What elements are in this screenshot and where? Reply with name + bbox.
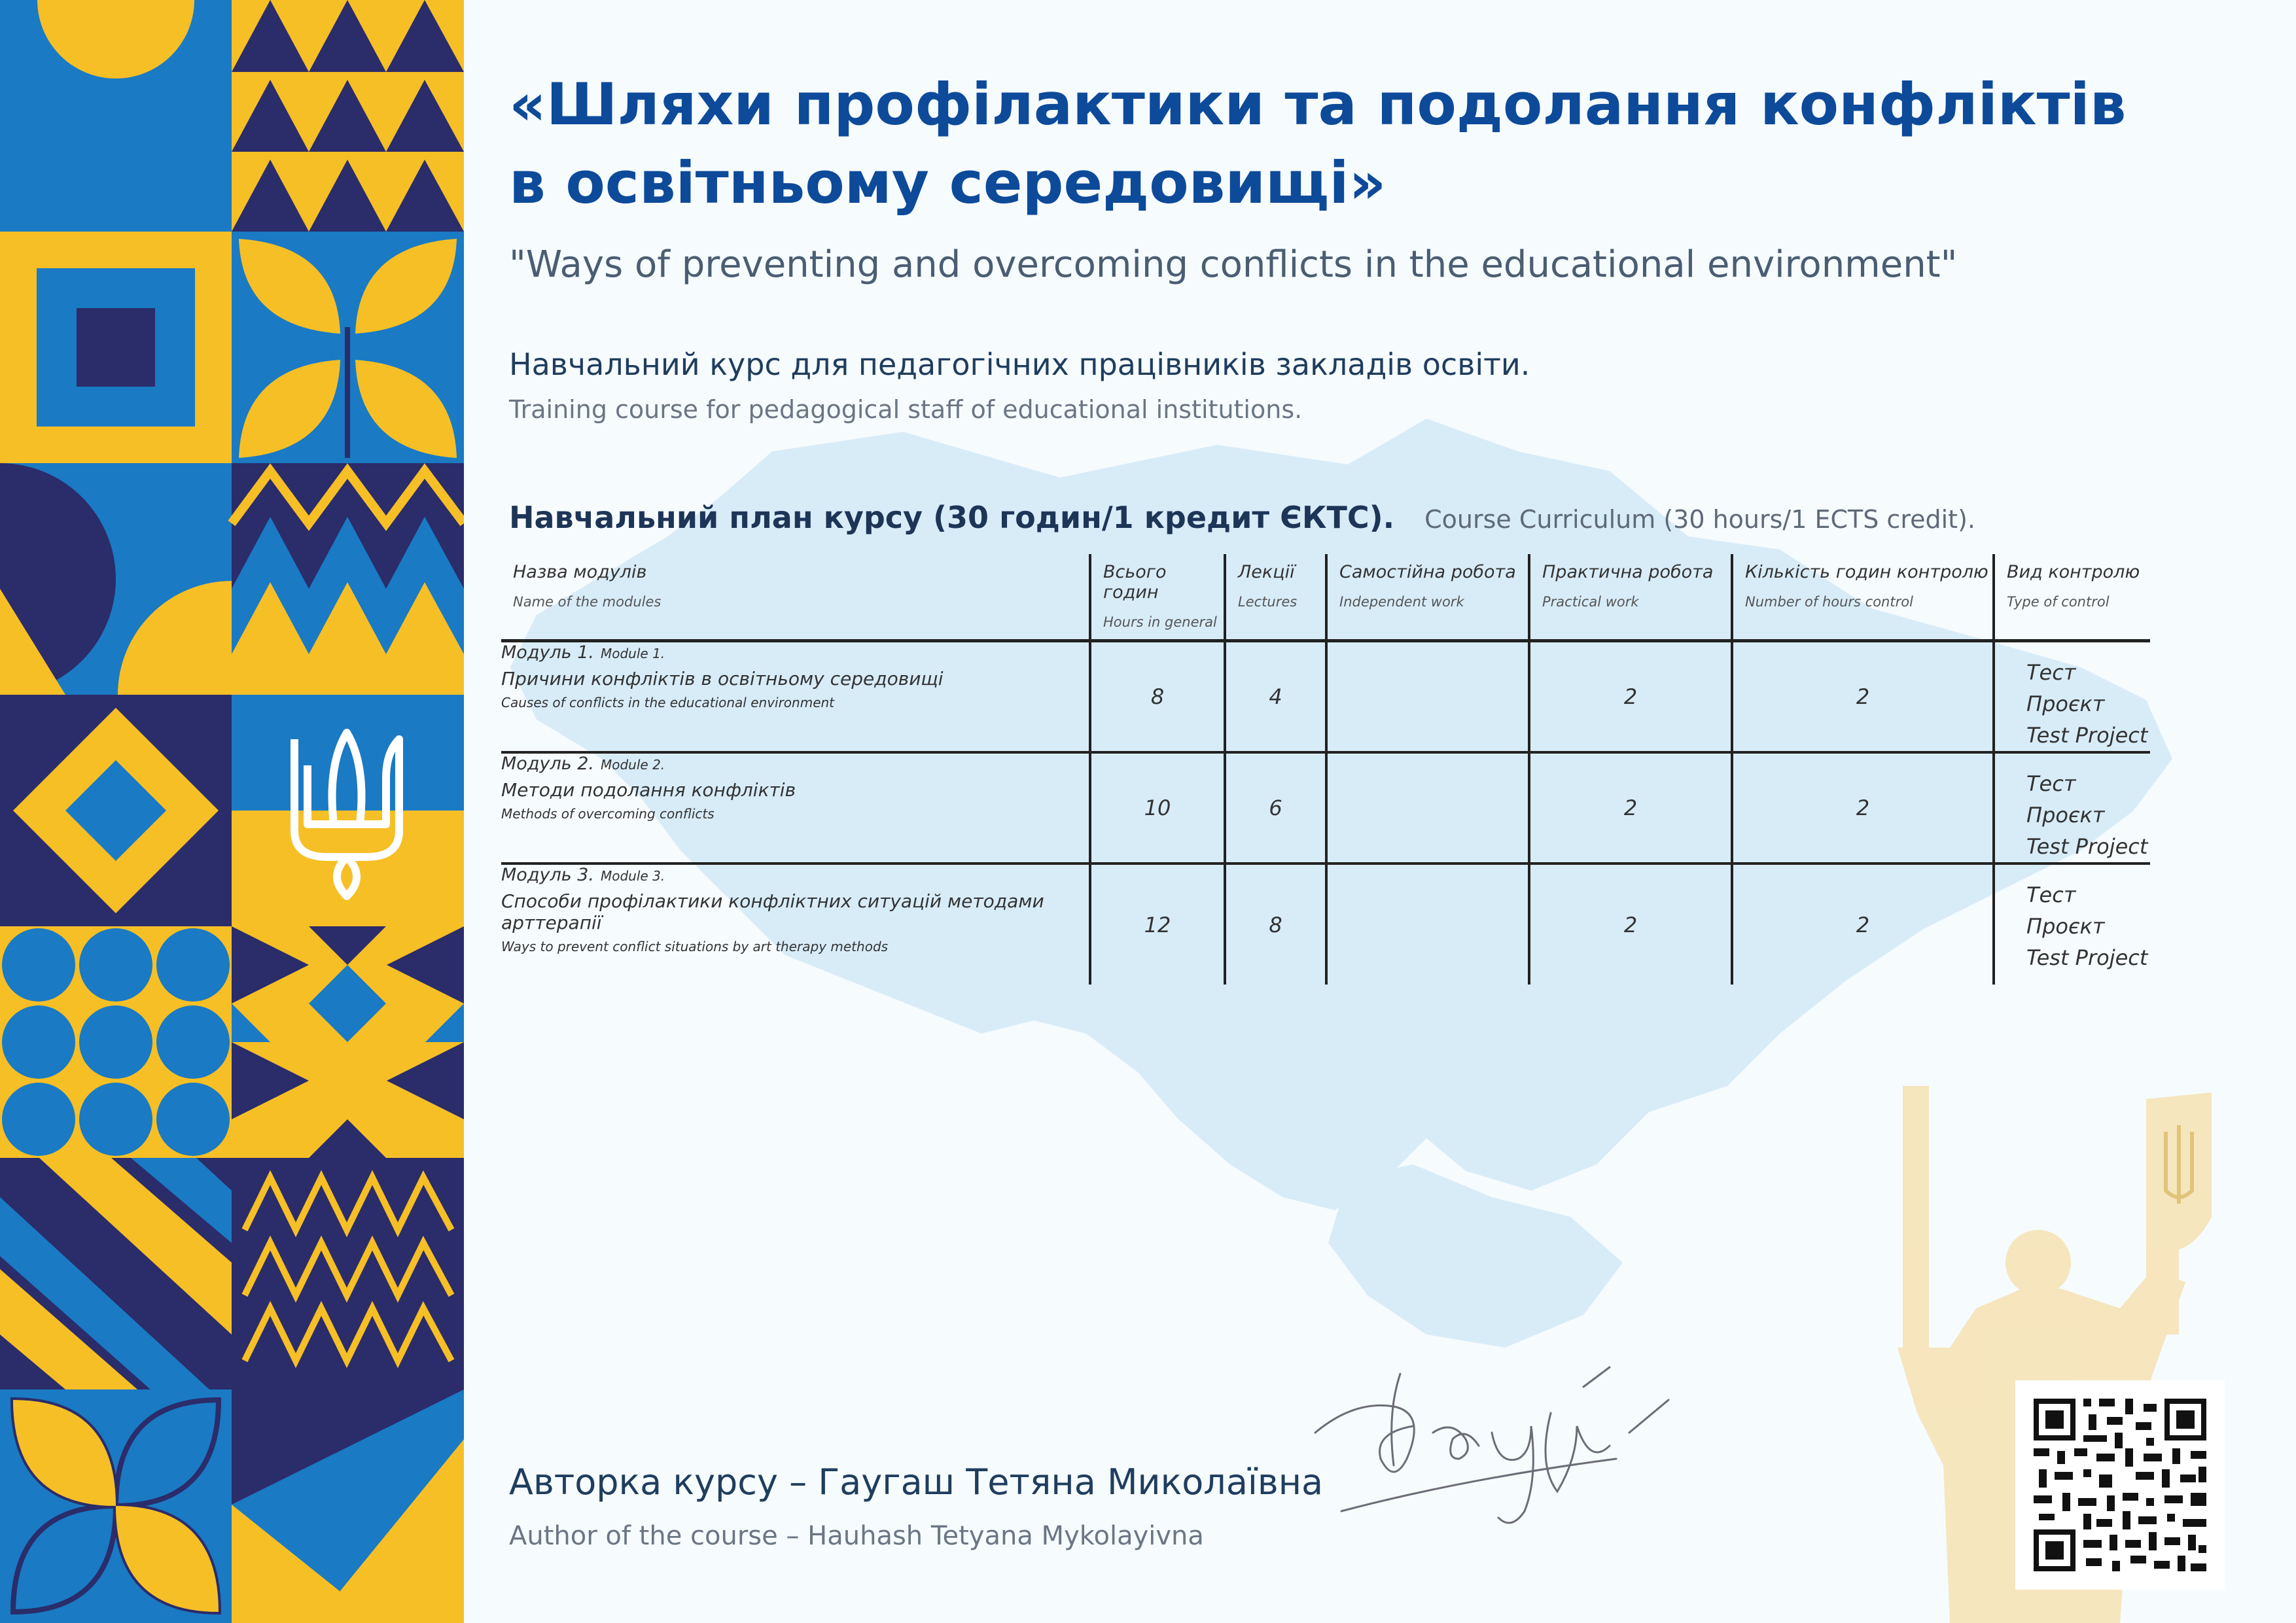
course-description-ua: Навчальний курс для педагогічних працівників закладів освіти. — [509, 347, 1530, 382]
header-module-name: Назва модулів Name of the modules — [501, 554, 1090, 641]
control-hours-cell: 2 — [1732, 752, 1994, 864]
header-independent-work: Самостійна робота Independent work — [1326, 554, 1529, 641]
curriculum-heading-en: Course Curriculum (30 hours/1 ECTS credit). — [1424, 505, 1975, 534]
curriculum-table — [501, 554, 2150, 985]
author-name-ua: Авторка курсу – Гаугаш Тетяна Миколаївна — [509, 1461, 1324, 1503]
table-row — [501, 641, 2150, 753]
module-cell: Модуль 3. Module 3. Способи профілактики конфліктних ситуацій методами арттерапії Ways to prevent conflict situations by art therapy methods — [501, 865, 1044, 954]
signature-image — [1302, 1361, 1721, 1544]
total-hours-cell: 12 — [1090, 864, 1225, 985]
table-row — [501, 752, 2150, 864]
lectures-cell: 6 — [1225, 752, 1326, 864]
independent-cell — [1326, 752, 1529, 864]
curriculum-heading-ua: Навчальний план курсу (30 годин/1 кредит ЄКТС). — [509, 500, 1395, 535]
independent-cell — [1326, 641, 1529, 753]
author-name-en: Author of the course – Hauhash Tetyana Mykolayivna — [509, 1521, 1204, 1551]
control-type-cell: Тест Проєкт Test Project — [1994, 752, 2150, 864]
total-hours-cell: 8 — [1090, 641, 1225, 753]
practical-cell: 2 — [1529, 641, 1732, 753]
practical-cell: 2 — [1529, 864, 1732, 985]
control-hours-cell: 2 — [1732, 641, 1994, 753]
header-control-hours: Кількість годин контролю Number of hours control — [1732, 554, 1994, 641]
header-total-hours: Всього годин Hours in general — [1090, 554, 1225, 641]
table-row — [501, 864, 2150, 985]
title-line-1: «Шляхи профілактики та подолання конфліктів — [509, 71, 2127, 138]
control-type-cell: Тест Проєкт Test Project — [1994, 864, 2150, 985]
table-header-row — [501, 554, 2150, 641]
module-cell: Модуль 1. Module 1. Причини конфліктів в освітньому середовищі Causes of conflicts in the educational environment — [501, 641, 1090, 753]
total-hours-cell: 10 — [1090, 752, 1225, 864]
course-description-en: Training course for pedagogical staff of educational institutions. — [509, 395, 1303, 424]
title-english: "Ways of preventing and overcoming conflicts in the educational environment" — [509, 243, 1958, 286]
control-type-cell: Тест Проєкт Test Project — [1994, 641, 2150, 753]
curriculum-heading — [509, 500, 1975, 535]
module-cell: Модуль 2. Module 2. Методи подолання конфліктів Methods of overcoming conflicts — [501, 752, 1090, 864]
independent-cell — [1326, 864, 1529, 985]
lectures-cell: 8 — [1225, 864, 1326, 985]
title-line-2: в освітньому середовищі» — [509, 149, 1386, 217]
header-control-type: Вид контролю Type of control — [1994, 554, 2150, 641]
trident-icon — [288, 726, 406, 903]
practical-cell: 2 — [1529, 752, 1732, 864]
header-lectures: Лекції Lectures — [1225, 554, 1326, 641]
lectures-cell: 4 — [1225, 641, 1326, 753]
page-title — [509, 65, 2243, 222]
header-practical-work: Практична робота Practical work — [1529, 554, 1732, 641]
qr-code-icon — [2015, 1380, 2225, 1590]
control-hours-cell: 2 — [1732, 864, 1994, 985]
